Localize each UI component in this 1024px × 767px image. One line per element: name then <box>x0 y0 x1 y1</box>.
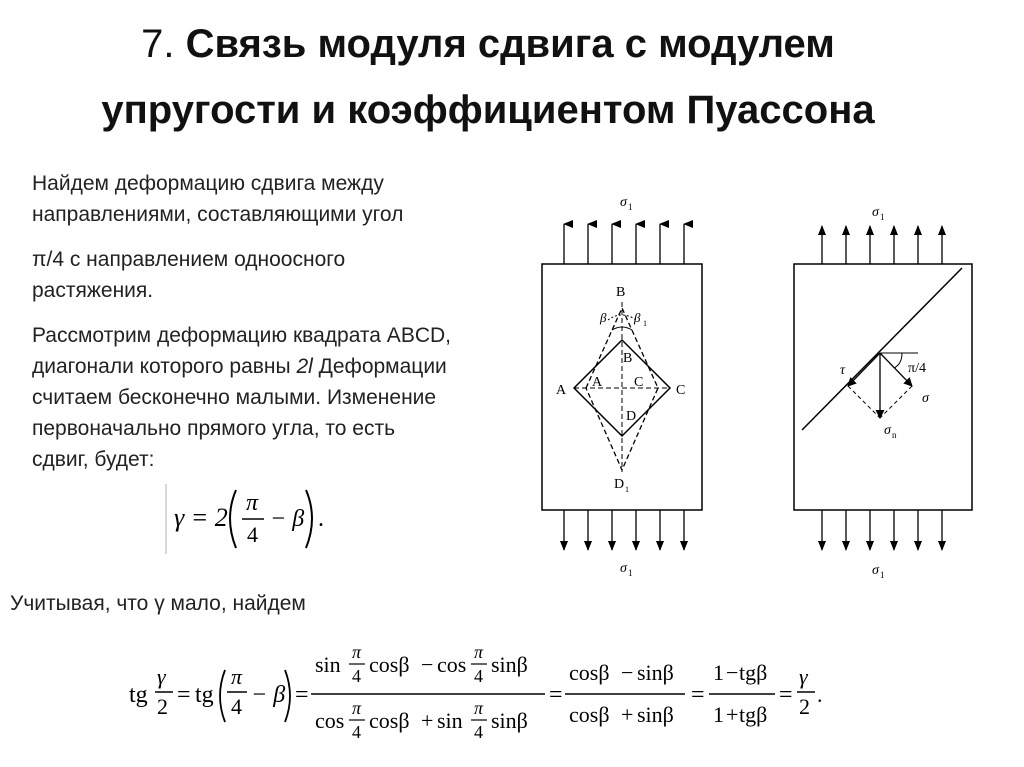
sigma-label: σ <box>620 195 627 210</box>
eq-sign: = <box>779 682 793 708</box>
specimen-rect <box>794 264 972 510</box>
minus-sign: − <box>726 660 739 685</box>
text-line: π/4 с направлением одноосного <box>32 248 346 271</box>
text-line: Рассмотрим деформацию квадрата ABCD, <box>32 324 451 347</box>
sin-label: sin <box>437 708 463 733</box>
eq-sign: = <box>549 682 563 708</box>
tg-label: tg <box>195 682 214 708</box>
text-line: Найдем деформацию сдвига между <box>32 172 384 195</box>
paragraph-3 <box>32 320 542 475</box>
four-small: 4 <box>474 722 483 742</box>
minus-beta: − β <box>251 682 286 708</box>
cosb: cosβ <box>369 652 410 677</box>
formula-minus-beta: − β <box>270 506 305 532</box>
title-line-1 <box>0 22 1000 67</box>
formula-dot: . <box>318 506 324 532</box>
dot: . <box>817 682 823 707</box>
plus-sign: + <box>421 708 434 733</box>
cos-label: cos <box>437 652 467 677</box>
formula-tg <box>125 638 825 753</box>
label-b: B <box>616 285 626 300</box>
title-line-2 <box>0 88 1000 133</box>
sigma-label: σ <box>872 563 879 578</box>
tg-label: tg <box>129 682 148 708</box>
label-c1: C <box>634 375 644 390</box>
sin-label: sin <box>315 652 341 677</box>
plus-sign: + <box>621 702 634 727</box>
pi-small: π <box>352 642 362 662</box>
label-c: C <box>676 383 686 398</box>
pi-num: π <box>231 664 243 689</box>
two-den: 2 <box>157 694 168 719</box>
sinb: sinβ <box>637 660 674 685</box>
text-span: диагонали которого равны <box>32 355 297 378</box>
cosb: cosβ <box>369 708 410 733</box>
sigma-sub: 1 <box>628 568 633 578</box>
diagram-right <box>780 190 990 580</box>
text-line: считаем бесконечно малыми. Изменение <box>32 386 437 409</box>
four-den: 4 <box>231 694 242 719</box>
sigma-label: σ <box>922 391 929 406</box>
text-line: сдвиг, будет: <box>32 448 155 471</box>
left-paren <box>230 490 236 548</box>
label-d1: D <box>626 409 637 424</box>
eq-sign: = <box>691 682 705 708</box>
sinb: sinβ <box>491 708 528 733</box>
title-text-2: упругости и коэффициентом Пуассона <box>101 88 875 132</box>
cos-label: cos <box>315 708 345 733</box>
paragraph-1 <box>32 168 542 230</box>
label-a1: A <box>592 375 603 390</box>
sigma-label: σ <box>872 205 879 220</box>
label-beta1: β <box>634 310 641 325</box>
minus-sign: − <box>421 652 434 677</box>
four-small: 4 <box>474 666 483 686</box>
pi-small: π <box>474 642 484 662</box>
sigma-label: σ <box>620 561 627 576</box>
tgb: tgβ <box>739 702 768 727</box>
plus-sign: + <box>726 702 739 727</box>
text-span: Деформации <box>312 355 447 378</box>
formula-gamma <box>160 478 340 558</box>
label-d: D <box>614 477 625 492</box>
sinb: sinβ <box>637 702 674 727</box>
text-line: растяжения. <box>32 279 154 302</box>
eq-sign: = <box>295 682 309 708</box>
gamma-num: γ <box>799 664 808 689</box>
angle-label: π/4 <box>908 361 926 376</box>
gamma-num: γ <box>157 664 166 689</box>
label-beta: β <box>600 310 607 325</box>
four-small: 4 <box>352 666 361 686</box>
sinb: sinβ <box>491 652 528 677</box>
paragraph-2 <box>32 244 542 306</box>
formula-gamma-lhs: γ = 2 <box>174 503 228 532</box>
text-italic: 2l <box>296 355 313 378</box>
section-line <box>802 268 962 430</box>
formula-pi: π <box>246 490 259 516</box>
label-sub: 1 <box>625 485 629 494</box>
right-paren <box>306 490 312 548</box>
label-b1: B <box>623 351 633 366</box>
sigma-n-label: σ <box>884 423 891 438</box>
tau-label: τ <box>840 363 846 378</box>
tau-arrow <box>848 353 880 386</box>
formula-four: 4 <box>247 522 258 547</box>
title-text-1: Связь модуля сдвига с модулем <box>185 22 835 66</box>
one: 1 <box>713 702 724 727</box>
pi-small: π <box>352 698 362 718</box>
sigma-sub: 1 <box>628 202 633 212</box>
sigma-n-sub: n <box>892 430 897 440</box>
four-small: 4 <box>352 722 361 742</box>
one: 1 <box>713 660 724 685</box>
pi-small: π <box>474 698 484 718</box>
eq-sign: = <box>177 682 191 708</box>
cosb: cosβ <box>569 660 610 685</box>
two-den: 2 <box>799 694 810 719</box>
sigma-sub: 1 <box>880 212 885 222</box>
title-number: 7. <box>141 22 175 66</box>
label-sub: 1 <box>643 319 647 328</box>
text-line: направлениями, составляющими угол <box>32 203 404 226</box>
text-line <box>32 351 542 382</box>
label-a: A <box>556 383 567 398</box>
paragraph-4: Учитывая, что γ мало, найдем <box>10 592 306 615</box>
tgb: tgβ <box>739 660 768 685</box>
cosb: cosβ <box>569 702 610 727</box>
diagram-left <box>530 190 730 580</box>
minus-sign: − <box>621 660 634 685</box>
sigma-sub: 1 <box>880 570 885 580</box>
text-line: первоначально прямого угла, то есть <box>32 417 396 440</box>
